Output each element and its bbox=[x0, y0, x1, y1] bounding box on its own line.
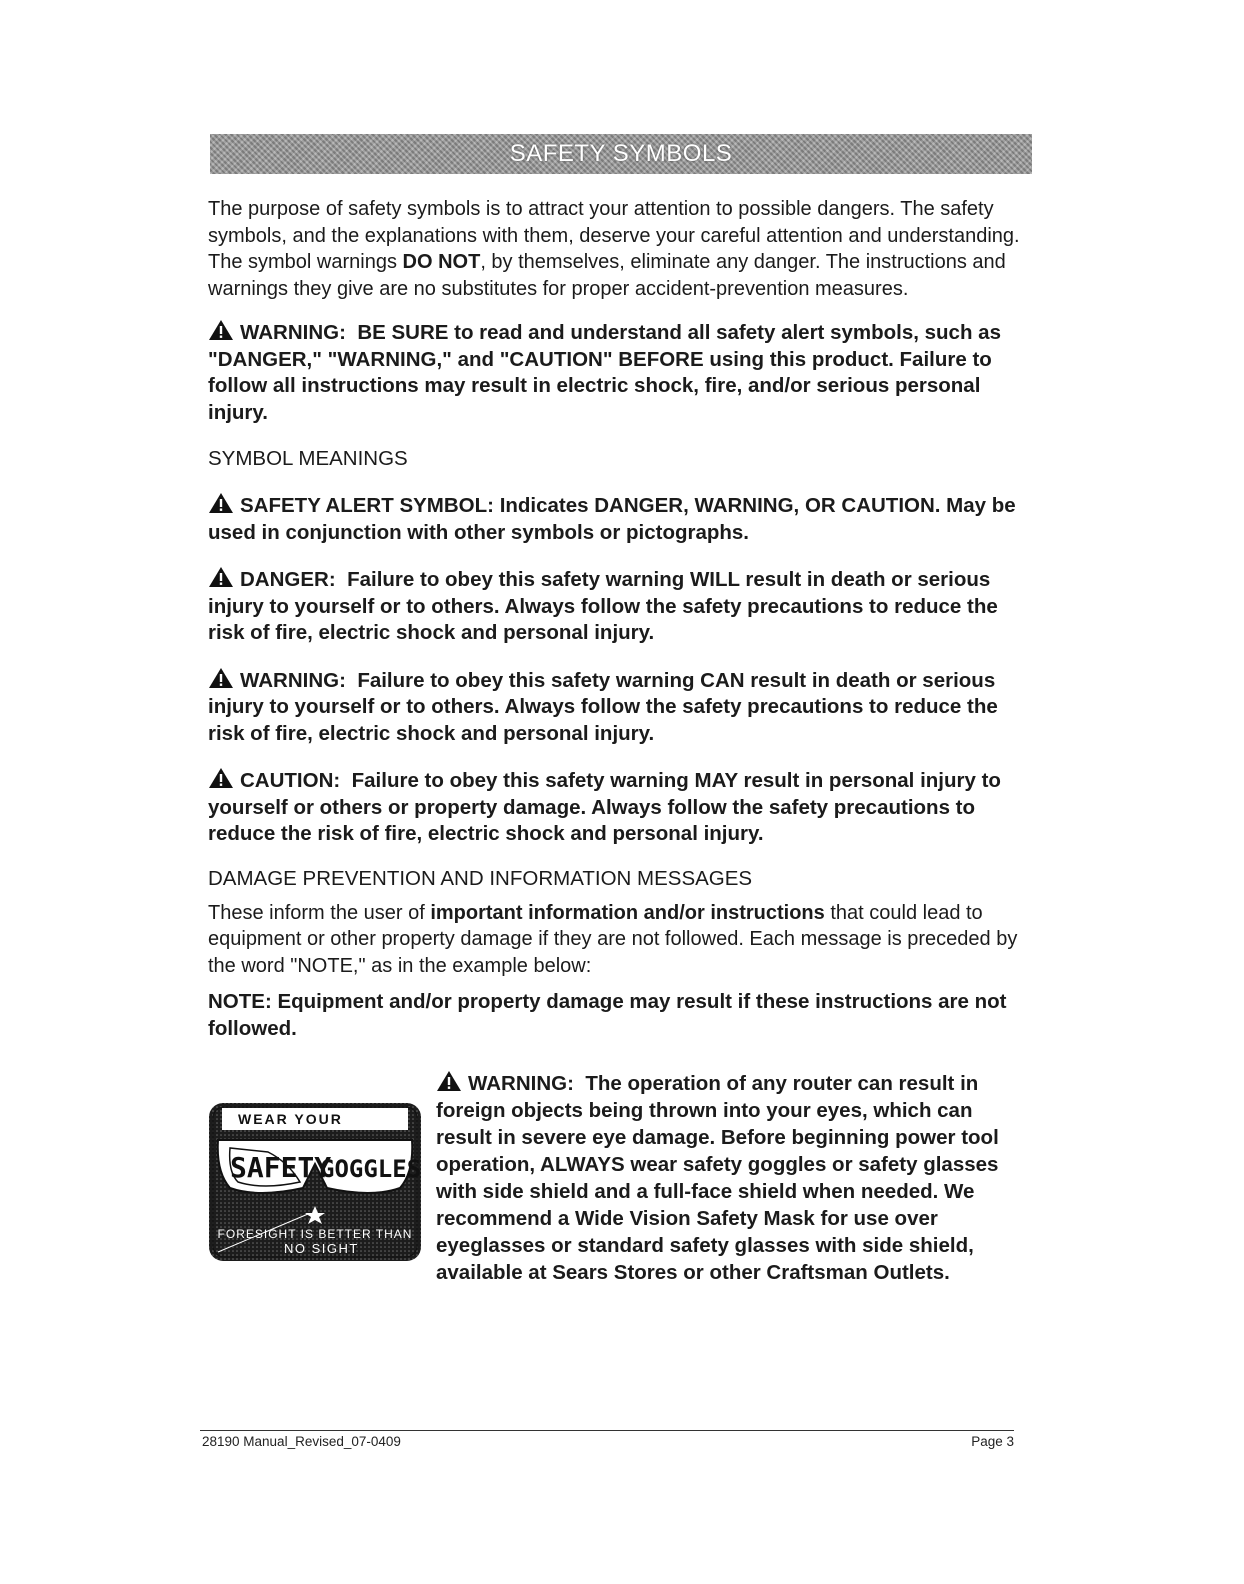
main-content bbox=[208, 196, 1020, 1330]
goggles-warning bbox=[436, 1070, 1024, 1286]
meaning-warning bbox=[208, 667, 1020, 748]
footer-divider bbox=[200, 1430, 1014, 1431]
intro-warning-text: BE SURE to read and understand all safety alert symbols, such as "DANGER," "WARNING," and "CAUTION" BEFORE using this product. Failure to follow all instructions may result in electric shock, fire, and/or serious personal injury. bbox=[208, 321, 1001, 424]
meaning-text: Failure to obey this safety warning MAY result in personal injury to yourself or others or property damage. Always follow the safety precautions to reduce the risk of fire, electric shock and personal injury. bbox=[208, 769, 1001, 845]
section-banner bbox=[210, 134, 1032, 174]
meaning-caution bbox=[208, 767, 1020, 848]
sign-top-text: WEAR YOUR bbox=[238, 1111, 343, 1127]
warning-icon bbox=[208, 667, 234, 689]
sign-left-text: SAFETY bbox=[230, 1151, 332, 1184]
footer-doc-id: 28190 Manual_Revised_07-0409 bbox=[202, 1434, 401, 1449]
meaning-text: Failure to obey this safety warning CAN result in death or serious injury to yourself or to others. Always follow the safety precautions to reduce the risk of fire, electric shock and personal injury. bbox=[208, 668, 998, 745]
note-example: NOTE: Equipment and/or property damage may result if these instructions are not followed. bbox=[208, 990, 1007, 1040]
damage-prevention-paragraph bbox=[208, 900, 1020, 980]
intro-warning-label: WARNING: bbox=[240, 321, 346, 344]
safety-goggles-icon bbox=[208, 1102, 422, 1262]
meaning-text: Failure to obey this safety warning WILL result in death or serious injury to yourself or to others. Always follow the safety precautions to reduce the risk of fire, electric shock and personal injury. bbox=[208, 568, 998, 644]
footer-page-number: Page 3 bbox=[971, 1434, 1014, 1449]
goggles-warning-icon bbox=[436, 1070, 462, 1092]
safety-goggles-sign bbox=[208, 1102, 422, 1262]
goggles-warning-section bbox=[208, 1070, 1020, 1330]
sign-bottom-text-2: NO SIGHT bbox=[284, 1241, 359, 1256]
damage-text-1: These inform the user of bbox=[208, 901, 431, 924]
meaning-label: SAFETY ALERT SYMBOL: bbox=[240, 494, 494, 517]
intro-paragraph bbox=[208, 196, 1020, 302]
goggles-warning-label: WARNING: bbox=[468, 1072, 574, 1095]
sign-right-text: GOGGLES bbox=[320, 1155, 422, 1183]
section-title: SAFETY SYMBOLS bbox=[509, 140, 733, 167]
meaning-label: CAUTION: bbox=[240, 769, 341, 792]
meaning-label: DANGER: bbox=[240, 568, 336, 591]
meaning-label: WARNING: bbox=[240, 668, 346, 692]
intro-text-2: , by themselves, eliminate any danger. The instructions and warnings they give are no substitutes for proper accident-prevention measures. bbox=[208, 251, 1006, 300]
intro-text-1: The purpose of safety symbols is to attract your attention to possible dangers. The safety symbols, and the explanations with them, deserve your careful attention and understanding. The symbol warnings bbox=[208, 198, 1020, 273]
meaning-text: Indicates DANGER, WARNING, OR CAUTION. May be used in conjunction with other symbols or pictographs. bbox=[208, 494, 1016, 544]
safety-alert-icon bbox=[208, 492, 234, 514]
caution-icon bbox=[208, 767, 234, 789]
warning-triangle-icon bbox=[208, 319, 234, 341]
damage-prevention-heading: DAMAGE PREVENTION AND INFORMATION MESSAGES bbox=[208, 866, 753, 890]
meaning-danger bbox=[208, 566, 1020, 647]
goggles-warning-text: The operation of any router can result in foreign objects being thrown into your eyes, which can result in severe eye damage. Before beginning power tool operation, ALWAYS wear safety goggles or safety glasses with side shield and a full-face shield when needed. We recommend a Wide Vision Safety Mask for use over eyeglasses or standard safety glasses with side shield, available at Sears Stores or other Craftsman Outlets. bbox=[436, 1072, 999, 1284]
sign-bottom-text-1: FORESIGHT IS BETTER THAN bbox=[217, 1227, 413, 1241]
intro-emphasis: DO NOT bbox=[402, 251, 481, 273]
symbol-meanings-heading: SYMBOL MEANINGS bbox=[208, 447, 408, 470]
damage-emphasis: important information and/or instructions bbox=[430, 901, 825, 924]
damage-text-2: that could lead to equipment or other property damage if they are not followed. Each message is preceded by the word "NOTE," as in the example below: bbox=[208, 901, 1018, 977]
meaning-safety-alert bbox=[208, 492, 1020, 546]
danger-icon bbox=[208, 566, 234, 588]
intro-warning bbox=[208, 319, 1020, 426]
